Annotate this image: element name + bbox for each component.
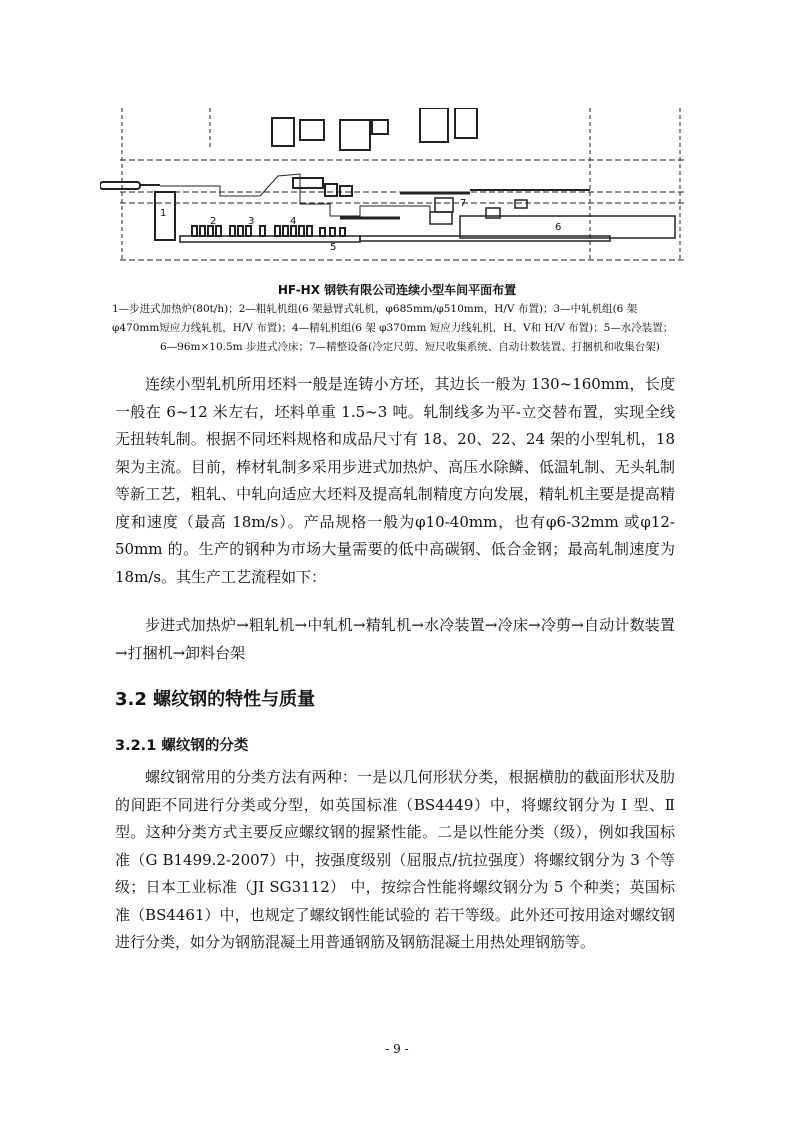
diagram-label-7: 7 [460,198,467,209]
figure-caption-title: HF-HX 钢铁有限公司连续小型车间平面布置 [277,283,517,297]
diagram-label-3: 3 [248,216,255,227]
section-heading: 3.2 螺纹钢的特性与质量 [115,689,316,710]
diagram-label-5: 5 [330,242,337,253]
page-number: - 9 - [385,1042,409,1056]
diagram-label-1: 1 [160,208,167,219]
body-paragraph [115,371,675,591]
paragraph-text: 螺纹钢常用的分类方法有两种：一是以几何形状分类，根据横肋的截面形状及肋的间距不同进行分类或分型，如英国标准（BS4449）中，将螺纹钢分为 Ⅰ 型、Ⅱ 型。这种分类方式主要反应螺纹钢的握紧性能。二是以性能分类（级），例如我国标准（G B1499.2-2007）中，按强度级别（屈服点/抗拉强度）将螺纹钢分为 3 个等级；日本工业标准（JI SG3112） 中，按综合性能将螺纹钢分为 5 个种类；英国标准（BS4461）中，也规定了螺纹钢性能试验的 若干等级。此外还可按用途对螺纹钢进行分类，如分为钢筋混凝土用普通钢筋及钢筋混凝土用热处理钢筋等。 [115,768,675,951]
figure-legend-line: 1—步进式加热炉(80t/h)；2—粗轧机组(6 架悬臂式轧机，φ685mm/φ510mm，H/V 布置)；3—中轧机组(6 架 [112,303,638,315]
figure-legend-line: 6—96m×10.5m 步进式冷床；7—精整设备(冷定尺剪、短尺收集系统、自动计数装置、打捆机和收集台架) [160,341,660,353]
paragraph-text: 连续小型轧机所用坯料一般是连铸小方坯，其边长一般为 130~160mm，长度一般在 6~12 米左右，坯料单重 1.5~3 吨。轧制线多为平-立交替布置，实现全线无扭转轧制。根据不同坯料规格和成品尺寸有 18、20、22、24 架的小型轧机，18 架为主流。目前，棒材轧制多采用步进式加热炉、高压水除鳞、低温轧制、无头轧制等新工艺，粗轧、中轧向适应大坯料及提高轧制精度方向发展，精轧机主要是提高精度和速度（最高 18m/s）。产品规格一般为φ10-40mm，也有φ6-32mm 或φ12-50mm 的。生产的钢种为市场大量需要的低中高碳钢、低合金钢；最高轧制速度为 18m/s。其生产工艺流程如下： [115,375,675,586]
diagram-label-6: 6 [555,222,562,233]
subsection-heading: 3.2.1 螺纹钢的分类 [115,738,249,754]
plant-layout-diagram [100,108,690,278]
figure-legend-line: φ470mm短应力线轧机，H/V 布置)；4—精轧机组(6 架 φ370mm 短应力线轧机，H、V和 H/V 布置)；5—水冷装置； [112,322,674,334]
diagram-label-2: 2 [210,216,217,227]
diagram-label-4: 4 [290,216,297,227]
paragraph-text: 步进式加热炉→粗轧机→中轧机→精轧机→水冷装置→冷床→冷剪→自动计数装置→打捆机→卸料台架 [115,616,675,662]
body-paragraph [115,764,675,957]
process-flow-paragraph [115,612,675,667]
